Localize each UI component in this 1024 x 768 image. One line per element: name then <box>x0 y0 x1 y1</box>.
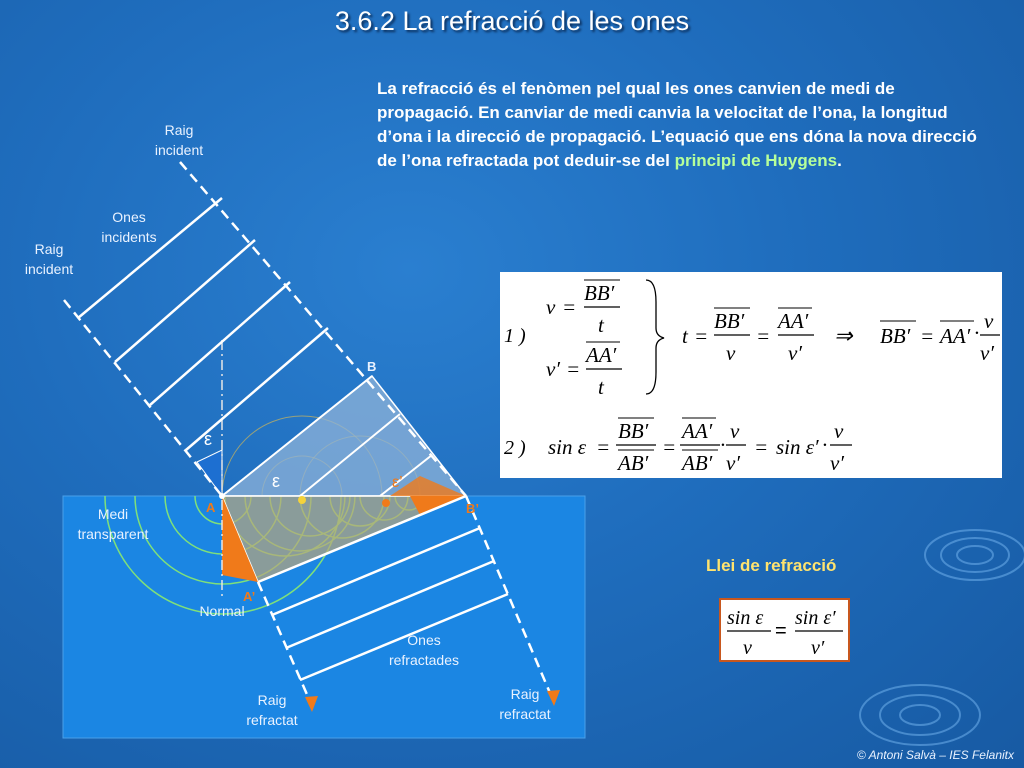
label-raig-incident-top-1: Raig <box>164 122 194 138</box>
label-raig-refractat-right-2: refractat <box>499 706 551 722</box>
v-symbol: v <box>726 341 736 365</box>
copyright: © Antoni Salvà – IES Felanitx <box>856 748 1014 762</box>
v-symbol: v <box>730 419 740 443</box>
intro-text-end: . <box>837 151 842 170</box>
intro-highlight: principi de Huygens <box>674 151 838 170</box>
equals-sign: = <box>756 324 771 348</box>
label-epsilon-wedge: ε <box>272 471 281 491</box>
law-formula-svg <box>721 600 848 660</box>
label-raig-incident-top-2: incident <box>154 142 204 158</box>
v-symbol: v <box>984 309 994 333</box>
eq2-label: 2 ) <box>504 437 526 459</box>
aa-prime: AA′ <box>940 324 971 348</box>
bb-prime: BB′ <box>618 419 649 443</box>
dot-operator: · <box>822 433 828 457</box>
label-epsilon-incident: ε <box>204 429 213 449</box>
label-raig-incident-left-1: Raig <box>34 241 64 257</box>
label-raig-incident-left-2: incident <box>24 261 74 277</box>
label-medi-1: Medi <box>97 506 129 522</box>
equals-sign: = <box>596 435 611 459</box>
label-epsilon-prime-refracted: ε’ <box>224 543 234 559</box>
label-ones-refractades-2: refractades <box>388 652 460 668</box>
equals-sign: = <box>562 295 577 319</box>
aa-prime: AA′ <box>586 343 617 367</box>
equals-sign: = <box>566 357 581 381</box>
law-sin-epsilon: sin ε <box>727 607 764 629</box>
huygens-point <box>219 493 225 499</box>
label-ones-incidents-2: incidents <box>101 229 157 245</box>
label-point-B-prime: B’ <box>466 501 479 516</box>
bb-prime: BB′ <box>584 281 615 305</box>
bb-prime: BB′ <box>880 324 911 348</box>
law-v: v <box>743 637 752 659</box>
label-ones-incidents-1: Ones <box>112 209 146 225</box>
t-symbol: t <box>598 375 604 399</box>
ripple-decoration <box>860 530 1024 745</box>
label-raig-refractat-right-1: Raig <box>510 686 540 702</box>
eq1-label: 1 ) <box>504 325 526 347</box>
label-normal: Normal <box>199 603 245 619</box>
label-point-B: B <box>367 359 377 374</box>
slide-title: 3.6.2 La refracció de les ones <box>334 6 690 36</box>
label-point-A: A <box>206 500 216 515</box>
ab-prime: AB′ <box>682 451 713 475</box>
label-medi-2: transparent <box>77 526 149 542</box>
law-sin-epsilon-prime: sin ε′ <box>795 607 836 629</box>
dot-operator: · <box>720 433 726 457</box>
bb-prime: BB′ <box>714 309 745 333</box>
law-equals: = <box>775 620 787 642</box>
label-raig-refractat-left-2: refractat <box>246 712 298 728</box>
right-brace <box>646 280 664 394</box>
intro-text: La refracció és el fenòmen pel qual les ones canvien de medi de propagació. En canviar de medi canvia la velocitat de l’ona, la longitud d’ona i la direcció de propagació. L’equació que ens dóna la nova direcció de l’ona refractada pot deduir-se del <box>377 79 977 170</box>
aa-prime: AA′ <box>778 309 809 333</box>
label-raig-refractat-left-1: Raig <box>257 692 287 708</box>
implies-arrow: ⇒ <box>834 323 853 348</box>
huygens-point <box>382 499 390 507</box>
t-symbol: t <box>682 324 688 348</box>
huygens-point <box>298 496 306 504</box>
ab-prime: AB′ <box>618 451 649 475</box>
sin-epsilon-prime: sin ε′ <box>776 435 819 459</box>
law-v-prime: v′ <box>811 637 825 659</box>
incident-angle-sector <box>197 450 222 496</box>
label-ones-refractades-1: Ones <box>407 632 441 648</box>
v-prime-symbol: v′ <box>726 451 740 475</box>
label-epsilon-prime-wedge: ε’ <box>392 474 403 491</box>
refraction-law-formula <box>719 598 850 662</box>
formulas-svg <box>500 272 1002 478</box>
incident-wedge <box>222 376 466 496</box>
equals-sign: = <box>662 435 677 459</box>
equals-sign: = <box>694 324 709 348</box>
v-symbol: v <box>546 295 556 319</box>
t-symbol: t <box>598 313 604 337</box>
v-prime-symbol: v′ <box>788 341 802 365</box>
dot-operator: · <box>974 321 980 345</box>
sin-epsilon: sin ε <box>548 435 587 459</box>
law-label: Llei de refracció <box>706 556 837 575</box>
v-prime-symbol: v′ <box>546 357 560 381</box>
v-symbol: v <box>834 419 844 443</box>
incident-ray-left <box>64 300 222 496</box>
equals-sign: = <box>920 324 935 348</box>
derivation-formulas <box>500 272 1002 478</box>
equals-sign: = <box>754 435 769 459</box>
v-prime-symbol: v′ <box>830 451 844 475</box>
v-prime-symbol: v′ <box>980 341 994 365</box>
aa-prime: AA′ <box>682 419 713 443</box>
label-point-A-prime: A’ <box>243 589 256 604</box>
